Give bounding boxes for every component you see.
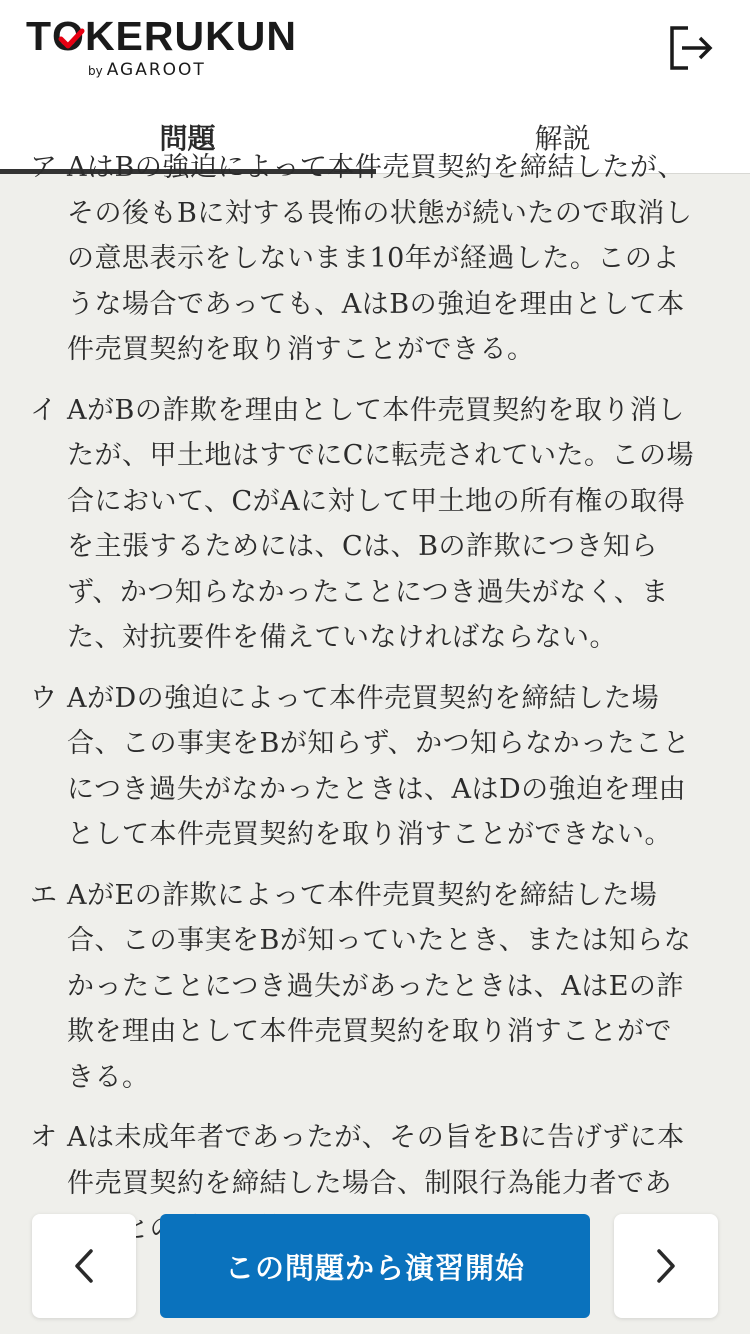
choice-item bbox=[0, 873, 750, 1101]
choice-text: AがEの詐欺によって本件売買契約を締結した場合、この事実をBが知っていたとき、または知らなかったことにつき過失があったときは、AはEの詐欺を理由として本件売買契約を取り消すことができる。 bbox=[67, 879, 692, 1093]
logout-icon bbox=[664, 22, 718, 74]
choice-list bbox=[0, 145, 750, 1267]
logo-letters-rest: KERUKUN bbox=[84, 13, 297, 59]
start-practice-label: この問題から演習開始 bbox=[224, 1250, 525, 1285]
choice-item bbox=[0, 676, 750, 858]
tab-explanation-label: 解説 bbox=[534, 122, 591, 155]
chevron-left-icon bbox=[70, 1246, 98, 1286]
logo-o-check-mark: O bbox=[52, 13, 85, 59]
choice-marker: オ bbox=[30, 1122, 57, 1153]
app-header bbox=[0, 0, 750, 100]
logo-agaroot: AGAROOT bbox=[106, 60, 206, 80]
logout-button[interactable] bbox=[664, 22, 718, 74]
choice-marker: ウ bbox=[30, 682, 57, 714]
choice-text: Aは未成年者であったが、その旨をBに告げずに本件売買契約を締結した場合、制限行為能力者であ との bbox=[67, 1122, 685, 1244]
check-icon bbox=[58, 28, 84, 50]
previous-question-button[interactable] bbox=[32, 1214, 136, 1318]
logo-byline bbox=[88, 60, 206, 81]
choice-text: AがBの詐欺を理由として本件売買契約を取り消したが、甲土地はすでにCに転売されていた。この場合において、CがAに対して甲土地の所有権の取得を主張するためには、Cは、Bの詐欺につき知らず、かつ知らなかったことにつき過失がなく、また、対抗要件を備えていなければならない。 bbox=[67, 394, 694, 653]
choice-marker: イ bbox=[30, 394, 57, 426]
start-practice-button[interactable] bbox=[160, 1214, 590, 1318]
choice-item bbox=[0, 388, 750, 661]
choice-item bbox=[0, 145, 750, 373]
question-content[interactable] bbox=[0, 152, 750, 1334]
next-question-button[interactable] bbox=[614, 1214, 718, 1318]
choice-text: AがDの強迫によって本件売買契約を締結した場合、この事実をBが知らず、かつ知らなかったことにつき過失がなかったときは、AはDの強迫を理由として本件売買契約を取り消すことができない。 bbox=[67, 682, 691, 850]
tab-question-label: 問題 bbox=[159, 122, 216, 155]
logo-letter-t: T bbox=[26, 13, 53, 59]
chevron-right-icon bbox=[652, 1246, 680, 1286]
logo-by: by bbox=[88, 64, 103, 78]
choice-text: AはBの強迫によって本件売買契約を締結したが、その後もBに対する畏怖の状態が続いたので取消しの意思表示をしないまま10年が経過した。このような場合であっても、AはBの強迫を理由として本件売買契約を取り消すことができる。 bbox=[67, 152, 693, 365]
tokerukun-logo bbox=[26, 13, 316, 82]
choice-marker: ア bbox=[30, 152, 57, 183]
choice-marker: エ bbox=[30, 879, 57, 911]
logo-wordmark bbox=[26, 13, 297, 59]
